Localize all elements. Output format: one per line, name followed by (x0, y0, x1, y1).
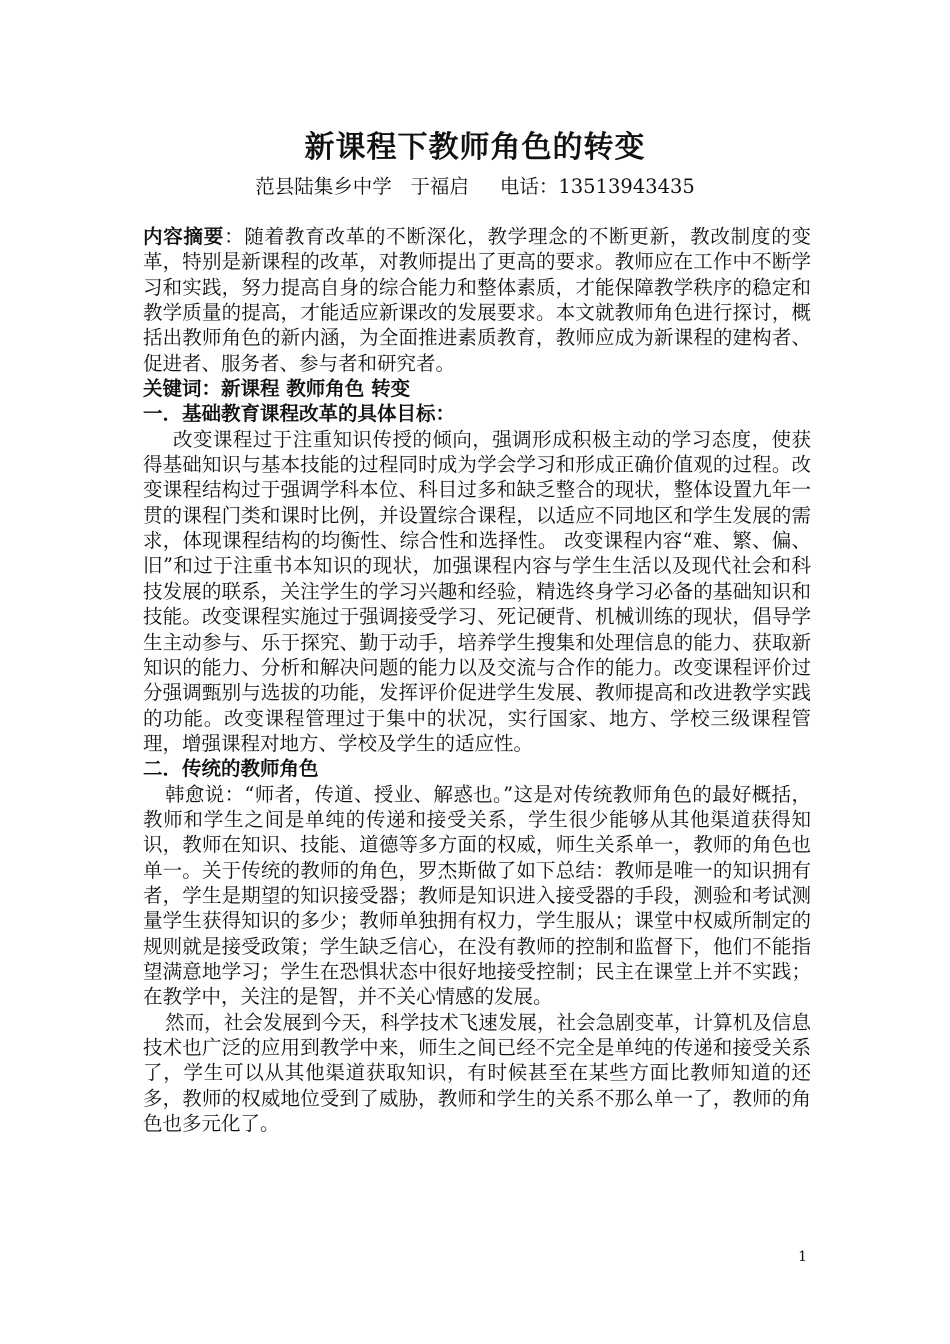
page-number: 1 (798, 1249, 807, 1265)
document-body (143, 224, 811, 1136)
author-byline (0, 174, 950, 200)
abstract-text: ：随着教育改革的不断深化，教学理念的不断更新，教改制度的变革，特别是新课程的改革，对教师提出了更高的要求。教师应在工作中不断学习和实践，努力提高自身的综合能力和整体素质，才能保障教学秩序的稳定和教学质量的提高，才能适应新课改的发展要求。本文就教师角色进行探讨，概括出教师角色的新内涵，为全面推进素质教育，教师应成为新课程的建构者、促进者、服务者、参与者和研究者。 (143, 225, 811, 375)
section2-paragraph-1: 韩愈说：“师者，传道、授业、解惑也。”这是对传统教师角色的最好概括，教师和学生之间是单纯的传递和接受关系，学生很少能够从其他渠道获得知识，教师在知识、技能、道德等多方面的权威，师生关系单一，教师的角色也单一。关于传统的教师的角色，罗杰斯做了如下总结：教师是唯一的知识拥有者，学生是期望的知识接受器；教师是知识进入接受器的手段，测验和考试测量学生获得知识的多少；教师单独拥有权力，学生服从；课堂中权威所制定的规则就是接受政策；学生缺乏信心，在没有教师的控制和监督下，他们不能指望满意地学习；学生在恐惧状态中很好地接受控制；民主在课堂上并不实践；在教学中，关注的是智，并不关心情感的发展。 (143, 782, 811, 1009)
keywords-line: 关键词：新课程 教师角色 转变 (143, 377, 411, 401)
byline-author: 于福启 (410, 175, 469, 198)
section1-heading: 一．基础教育课程改革的具体目标： (143, 402, 456, 426)
section2-heading: 二．传统的教师角色 (143, 757, 319, 781)
document-title: 新课程下教师角色的转变 (304, 130, 646, 165)
abstract-label: 内容摘要 (143, 225, 225, 248)
byline-phone: 电话：13513943435 (499, 175, 695, 198)
abstract-paragraph (143, 224, 811, 376)
section1-paragraph: 改变课程过于注重知识传授的倾向，强调形成积极主动的学习态度，使获得基础知识与基本技能的过程同时成为学会学习和形成正确价值观的过程。改变课程结构过于强调学科本位、科目过多和缺乏整合的现状，整体设置九年一贯的课程门类和课时比例，并设置综合课程，以适应不同地区和学生发展的需求，体现课程结构的均衡性、综合性和选择性。 改变课程内容“难、繁、偏、旧”和过于注重书本知识的现状，加强课程内容与学生生活以及现代社会和科技发展的联系，关注学生的学习兴趣和经验，精选终身学习必备的基础知识和技能。改变课程实施过于强调接受学习、死记硬背、机械训练的现状，倡导学生主动参与、乐于探究、勤于动手，培养学生搜集和处理信息的能力、获取新知识的能力、分析和解决问题的能力以及交流与合作的能力。改变课程评价过分强调甄别与选拔的功能，发挥评价促进学生发展、教师提高和改进教学实践的功能。改变课程管理过于集中的状况，实行国家、地方、学校三级课程管理，增强课程对地方、学校及学生的适应性。 (143, 427, 811, 755)
byline-school: 范县陆集乡中学 (255, 175, 392, 198)
section2-paragraph-2: 然而，社会发展到今天，科学技术飞速发展，社会急剧变革，计算机及信息技术也广泛的应用到教学中来，师生之间已经不完全是单纯的传递和接受关系了，学生可以从其他渠道获取知识，有时候甚至在某些方面比教师知道的还多，教师的权威地位受到了威胁，教师和学生的关系不那么单一了，教师的角色也多元化了。 (143, 1010, 811, 1136)
